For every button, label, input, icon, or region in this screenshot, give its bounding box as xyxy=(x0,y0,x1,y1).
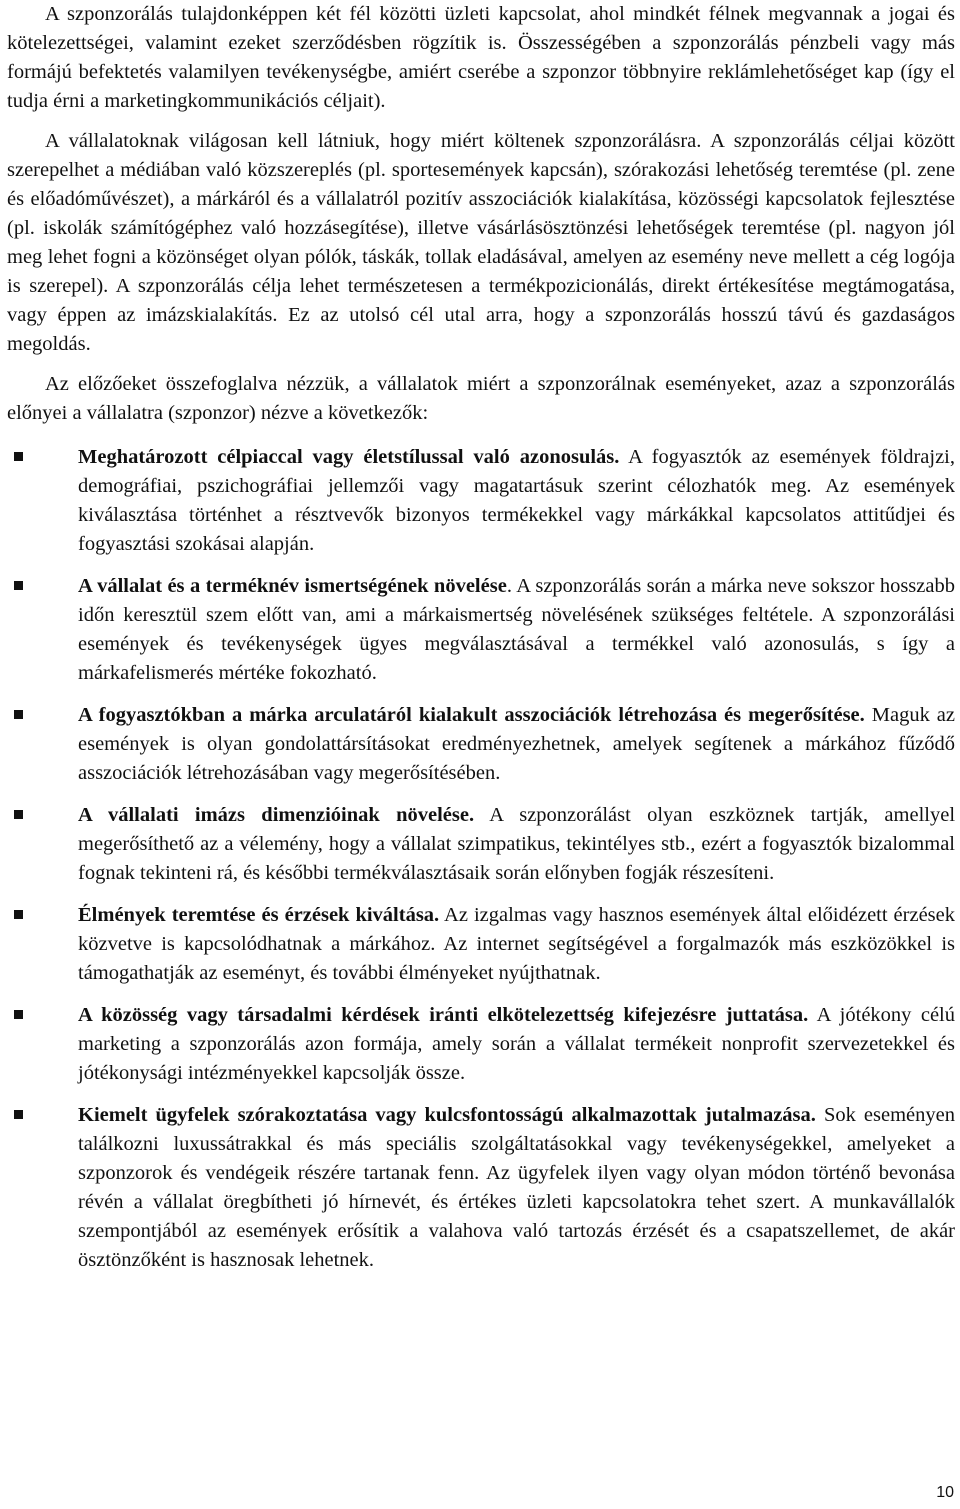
list-item-title: A közösség vagy társadalmi kérdések iránti elkötelezettség kifejezésre juttatása. xyxy=(78,1004,809,1026)
list-item-text: A fogyasztók az események földrajzi, demográfiai, pszichográfiai jellemzői vagy magatartásuk szerint célozhatók meg. Az események kiválasztása történhet a résztvevők bizonyos termékekkel vagy márkákkal kapcsolatos attitűdjei és fogyasztási szokásai alapján. xyxy=(78,446,955,555)
list-item-text: A szponzorálást olyan eszköznek tartják, amellyel megerősíthető az a vélemény, hogy a vállalat szimpatikus, tekintélyes stb., ezért a fogyasztók bizalommal fognak tekinteni rá, és későbbi termékválasztásaik során előnyben fogják részesíteni. xyxy=(78,804,956,884)
list-item-text: . A szponzorálás során a márka neve sokszor hosszabb időn keresztül szem előtt van, ami a márkaismertség növelésének szükséges feltétele. A szponzorálási események és tevékenységek ügyes megválasztásával a termékkel való azonosulás, s így a márkafelismerés mértéke fokozható. xyxy=(78,575,955,684)
list-item-title: Meghatározott célpiaccal vagy életstílussal való azonosulás. xyxy=(78,446,620,468)
list-item xyxy=(78,701,955,788)
list-item xyxy=(78,443,955,559)
list-item-title: Élmények teremtése és érzések kiváltása. xyxy=(78,904,440,926)
paragraph-sponsorship-benefits-intro: Az előzőeket összefoglalva nézzük, a vállalatok miért a szponzorálnak eseményeket, azaz a szponzorálás előnyei a vállalatra (szponzor) nézve a következők: xyxy=(7,373,955,424)
square-bullet-icon xyxy=(14,710,23,719)
list-item-text: Az izgalmas vagy hasznos események által előidézett érzések közvetve is kapcsolódhatnak a márkához. Az internet segítségével a forgalmazók más eszközökkel is támogathatják az eseményt, és további élményeket nyújthatnak. xyxy=(78,904,956,984)
list-item xyxy=(78,1101,955,1275)
square-bullet-icon xyxy=(14,1010,23,1019)
list-item xyxy=(78,1001,955,1088)
list-item-title: Kiemelt ügyfelek szórakoztatása vagy kulcsfontosságú alkalmazottak jutalmazása. xyxy=(78,1104,816,1126)
square-bullet-icon xyxy=(14,910,23,919)
paragraph-sponsorship-goals: A vállalatoknak világosan kell látniuk, hogy miért költenek szponzorálásra. A szponzorálás céljai között szerepelhet a médiában való közszereplés (pl. sportesemények kapcsán), szórakozási lehetőség teremtése (pl. zene és előadóművészet), a márkáról és a vállalatról pozitív asszociációk kialakítása, közösségi kapcsolatok fejlesztése (pl. iskolák számítógéphez való hozzásegítése), illetve vásárlásösztönzési lehetőségek teremtése (pl. nagyon jól meg lehet fogni a közönséget olyan pólók, táskák, tollak eladásával, amelyen az esemény neve mellett a cég logója is szerepel). A szponzorálás célja lehet természetesen a termékpozicionálás, direkt értékesítése megtámogatása, vagy éppen az imázskialakítás. Ez az utolsó cél utal arra, hogy a szponzorálás hosszú távú és gazdaságos megoldás. xyxy=(7,130,955,355)
list-item xyxy=(78,801,955,888)
benefits-list xyxy=(7,443,955,1275)
square-bullet-icon xyxy=(14,810,23,819)
document-body xyxy=(7,0,955,1275)
square-bullet-icon xyxy=(14,452,23,461)
square-bullet-icon xyxy=(14,581,23,590)
square-bullet-icon xyxy=(14,1110,23,1119)
list-item-text: Maguk az események is olyan gondolattársításokat eredményezhetnek, amelyek segítenek a márkához fűződő asszociációk létrehozásában vagy megerősítésében. xyxy=(78,704,955,784)
list-item-text: A jótékony célú marketing a szponzorálás azon formája, amely során a vállalat termékeit nonprofit szervezetekkel és jótékonysági intézményekkel kapcsolják össze. xyxy=(78,1004,955,1084)
page-number: 10 xyxy=(936,1484,954,1501)
paragraph-sponsorship-definition: A szponzorálás tulajdonképpen két fél közötti üzleti kapcsolat, ahol mindkét félnek megvannak a jogai és kötelezettségei, valamint ezeket szerződésben rögzítik is. Összességében a szponzorálás pénzbeli vagy más formájú befektetés valamilyen tevékenységbe, amiért cserébe a szponzor többnyire reklámlehetőséget kap (így el tudja érni a marketingkommunikációs céljait). xyxy=(7,3,955,112)
list-item-text: Sok eseményen találkozni luxussátrakkal és más speciális szolgáltatásokkal vagy tevékenységekkel, amelyeket a szponzorok és vendégeik részére tartanak fenn. Az ügyfelek ilyen vagy olyan módon történő bevonása révén a vállalat öregbítheti jó hírnevét, és értékes üzleti kapcsolatokra tehet szert. A munkavállalók szempontjából az események erősítik a valahova való tartozás érzését és a csapatszellemet, de akár ösztönzőként is hasznosak lehetnek. xyxy=(78,1104,955,1271)
list-item xyxy=(78,572,955,688)
list-item xyxy=(78,901,955,988)
list-item-title: A vállalati imázs dimenzióinak növelése. xyxy=(78,804,475,826)
list-item-title: A vállalat és a terméknév ismertségének növelése xyxy=(78,575,507,597)
list-item-title: A fogyasztókban a márka arculatáról kialakult asszociációk létrehozása és megerősítése. xyxy=(78,704,865,726)
